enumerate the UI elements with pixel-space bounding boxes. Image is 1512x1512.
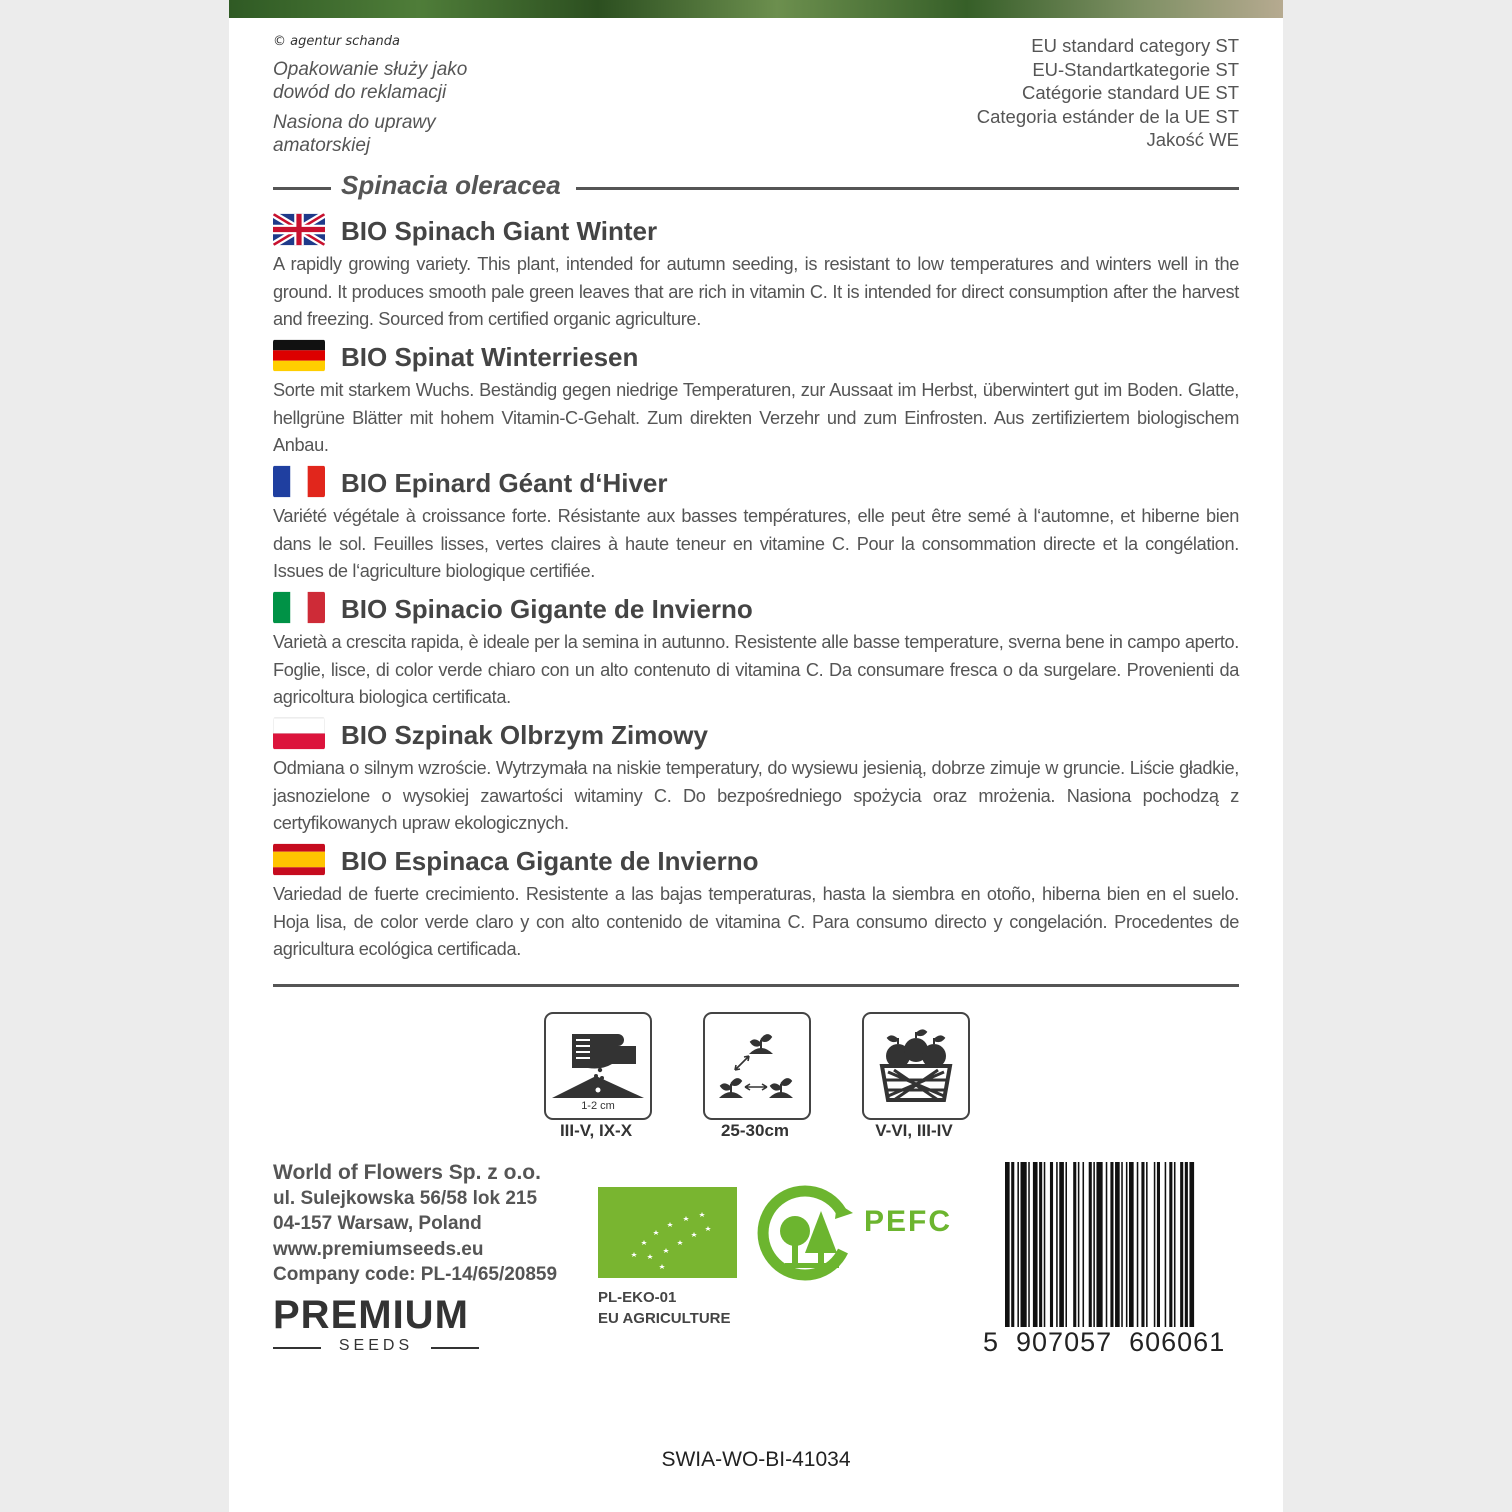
barcode-bar xyxy=(1137,1162,1139,1327)
latin-rule-right xyxy=(576,187,1239,190)
italy-flag-icon xyxy=(273,591,325,624)
barcode-bar xyxy=(1169,1162,1172,1327)
company-street: ul. Sulejkowska 56/58 lok 215 xyxy=(273,1187,538,1209)
amateur-note: Nasiona do uprawy amatorskiej xyxy=(273,112,436,156)
barcode-bar xyxy=(1096,1162,1102,1327)
eu-control-body: PL-EKO-01 xyxy=(598,1289,677,1306)
company-city: 04-157 Warsaw, Poland xyxy=(273,1213,482,1234)
eu-category-pl: Jakość WE xyxy=(1146,129,1239,150)
barcode-bar xyxy=(1050,1162,1053,1327)
text-de: Sorte mit starkem Wuchs. Beständig gegen niedrige Temperaturen, zur Aussaat im Herbst, überwintert gut im Boden. Glatte, hellgrüne Blätter mit hohem Vitamin-C-Gehalt. Zum direkten Verzehr und zum Einfrosten. Aus zertifiziertem biologischem Anbau. xyxy=(273,380,1239,456)
barcode-bar xyxy=(1165,1162,1167,1327)
barcode-bar xyxy=(1180,1162,1183,1327)
spacing-icon xyxy=(705,1014,809,1118)
barcode-bar xyxy=(1005,1162,1010,1327)
barcode-bar xyxy=(1083,1162,1085,1327)
eu-organic-code xyxy=(598,1287,731,1329)
spain-flag-icon xyxy=(273,843,325,876)
eu-agriculture-label: EU AGRICULTURE xyxy=(598,1310,731,1327)
text-en: A rapidly growing variety. This plant, intended for autumn seeding, is resistant to low temperatures and winters well in the ground. It produces smooth pale green leaves that are rich in vitamin C. It is intended for direct consumption after the harvest and freezing. Sourced from certified organic agriculture. xyxy=(273,254,1239,330)
france-flag-icon xyxy=(273,465,325,498)
spacing-pictogram xyxy=(703,1012,811,1120)
text-it: Varietà a crescita rapida, è ideale per la semina in autunno. Resistente alle basse temperature, sverna bene in campo aperto. Foglie, lisce, di color verde chiaro con un alto contenuto di vitamina C. Da consumare fresca o da surgelare. Provenienti da agricoltura biologica certificata. xyxy=(273,632,1239,708)
barcode-bar xyxy=(1021,1162,1027,1327)
barcode-bar xyxy=(1129,1162,1134,1327)
barcode-bar xyxy=(1185,1162,1188,1327)
seed-packet-back xyxy=(229,0,1283,1512)
sowing-pictogram xyxy=(544,1012,652,1120)
brand-logo-sub xyxy=(273,1337,479,1357)
text-fr: Variété végétale à croissance forte. Résistante aux basses températures, elle peut être semé à l‘automne, et hiberne bien dans le sol. Feuilles lisses, vertes claires à haute teneur en vitamine C. Pour la consommation directe et la congélation. Issues de l‘agriculture biologique certifiée. xyxy=(273,506,1239,582)
content-divider xyxy=(273,984,1239,987)
barcode-bar xyxy=(1033,1162,1038,1327)
latin-name-row xyxy=(273,170,1239,202)
barcode-bar xyxy=(1189,1162,1194,1327)
section-en xyxy=(273,213,1239,334)
barcode-bar xyxy=(1121,1162,1123,1327)
section-fr xyxy=(273,465,1239,586)
barcode-bar xyxy=(1028,1162,1030,1327)
title-fr: BIO Epinard Géant d‘Hiver xyxy=(341,468,668,498)
text-pl: Odmiana o silnym wzroście. Wytrzymała na niskie temperatury, do wysiewu jesienią, dobrze zimuje w gruncie. Liście gładkie, jasnozielone o wysokiej zawartości witaminy C. Do bezpośredniego spożycia oraz mrożenia. Nasiona pochodzą z certyfikowanych upraw ekologicznych. xyxy=(273,758,1239,834)
barcode-bar xyxy=(1174,1162,1176,1327)
ean-barcode xyxy=(1005,1162,1241,1332)
product-sku: SWIA-WO-BI-41034 xyxy=(661,1448,851,1471)
text-es: Variedad de fuerte crecimiento. Resistente a las bajas temperaturas, hasta la siembra en otoño, hiberna bien en el suelo. Hoja lisa, de color verde claro y con alto contenido de vitamina C. Para consumo directo y congelación. Procedentes de agricultura ecológica certificada. xyxy=(273,884,1239,960)
brand-sub-text: SEEDS xyxy=(338,1337,414,1354)
barcode-bar xyxy=(1017,1162,1019,1327)
title-de: BIO Spinat Winterriesen xyxy=(341,342,639,372)
barcode-bar xyxy=(1059,1162,1064,1327)
barcode-bar xyxy=(1154,1162,1156,1327)
eu-category-block xyxy=(977,34,1239,152)
harvest-basket-icon xyxy=(864,1014,968,1118)
section-pl xyxy=(273,717,1239,838)
company-code: Company code: PL-14/65/20859 xyxy=(273,1264,558,1285)
eu-category-en: EU standard category ST xyxy=(1031,35,1239,56)
title-pl: BIO Szpinak Olbrzym Zimowy xyxy=(341,720,708,750)
harvest-pictogram xyxy=(862,1012,970,1120)
pefc-label: PEFC xyxy=(864,1205,953,1238)
eu-category-es: Categoria estánder de la UE ST xyxy=(976,105,1239,127)
barcode-bar xyxy=(1115,1162,1120,1327)
company-address xyxy=(273,1160,557,1288)
spinach-photo-strip xyxy=(229,0,1283,18)
section-de xyxy=(273,339,1239,460)
brand-logo-main: PREMIUM xyxy=(273,1293,469,1337)
barcode-bar xyxy=(1044,1162,1046,1327)
barcode-bar xyxy=(1073,1162,1076,1327)
barcode-bar xyxy=(1126,1162,1128,1327)
section-it xyxy=(273,591,1239,712)
barcode-bar xyxy=(1093,1162,1095,1327)
barcode-bar xyxy=(1141,1162,1144,1327)
uk-flag-icon xyxy=(273,213,325,246)
eu-organic-leaf-icon xyxy=(598,1187,737,1278)
complaint-note: Opakowanie służy jako dowód do reklamacji xyxy=(273,59,468,103)
latin-name: Spinacia oleracea xyxy=(341,170,561,200)
barcode-bar xyxy=(1078,1162,1080,1327)
barcode-bar xyxy=(1110,1162,1113,1327)
eu-category-fr: Catégorie standard UE ST xyxy=(1022,82,1239,103)
harvest-months: V-VI, III-IV xyxy=(875,1121,953,1140)
barcode-number: 5 907057 606061 xyxy=(983,1327,1226,1357)
barcode-bar xyxy=(1146,1162,1148,1327)
barcode-bar xyxy=(1089,1162,1092,1327)
barcode-bar xyxy=(1039,1162,1042,1327)
barcode-bar xyxy=(1011,1162,1014,1327)
barcode-bar xyxy=(1157,1162,1160,1327)
spacing-value: 25-30cm xyxy=(720,1121,790,1140)
poland-flag-icon xyxy=(273,717,325,750)
title-en: BIO Spinach Giant Winter xyxy=(341,216,658,246)
title-es: BIO Espinaca Gigante de Invierno xyxy=(341,846,759,876)
title-it: BIO Spinacio Gigante de Invierno xyxy=(341,594,753,624)
photo-copyright: © agentur schanda xyxy=(273,34,400,49)
barcode-bar xyxy=(1106,1162,1108,1327)
germany-flag-icon xyxy=(273,339,325,372)
barcode-bar xyxy=(1065,1162,1067,1327)
section-es xyxy=(273,843,1239,964)
company-website: www.premiumseeds.eu xyxy=(273,1238,484,1260)
sowing-depth: 1-2 cm xyxy=(581,1100,615,1112)
barcode-bar xyxy=(1056,1162,1058,1327)
sowing-months: III-V, IX-X xyxy=(559,1121,633,1140)
latin-rule-left xyxy=(273,187,331,190)
pefc-logo-icon xyxy=(757,1183,857,1283)
company-name: World of Flowers Sp. z o.o. xyxy=(273,1161,541,1184)
eu-category-de: EU-Standartkategorie ST xyxy=(1032,58,1239,80)
